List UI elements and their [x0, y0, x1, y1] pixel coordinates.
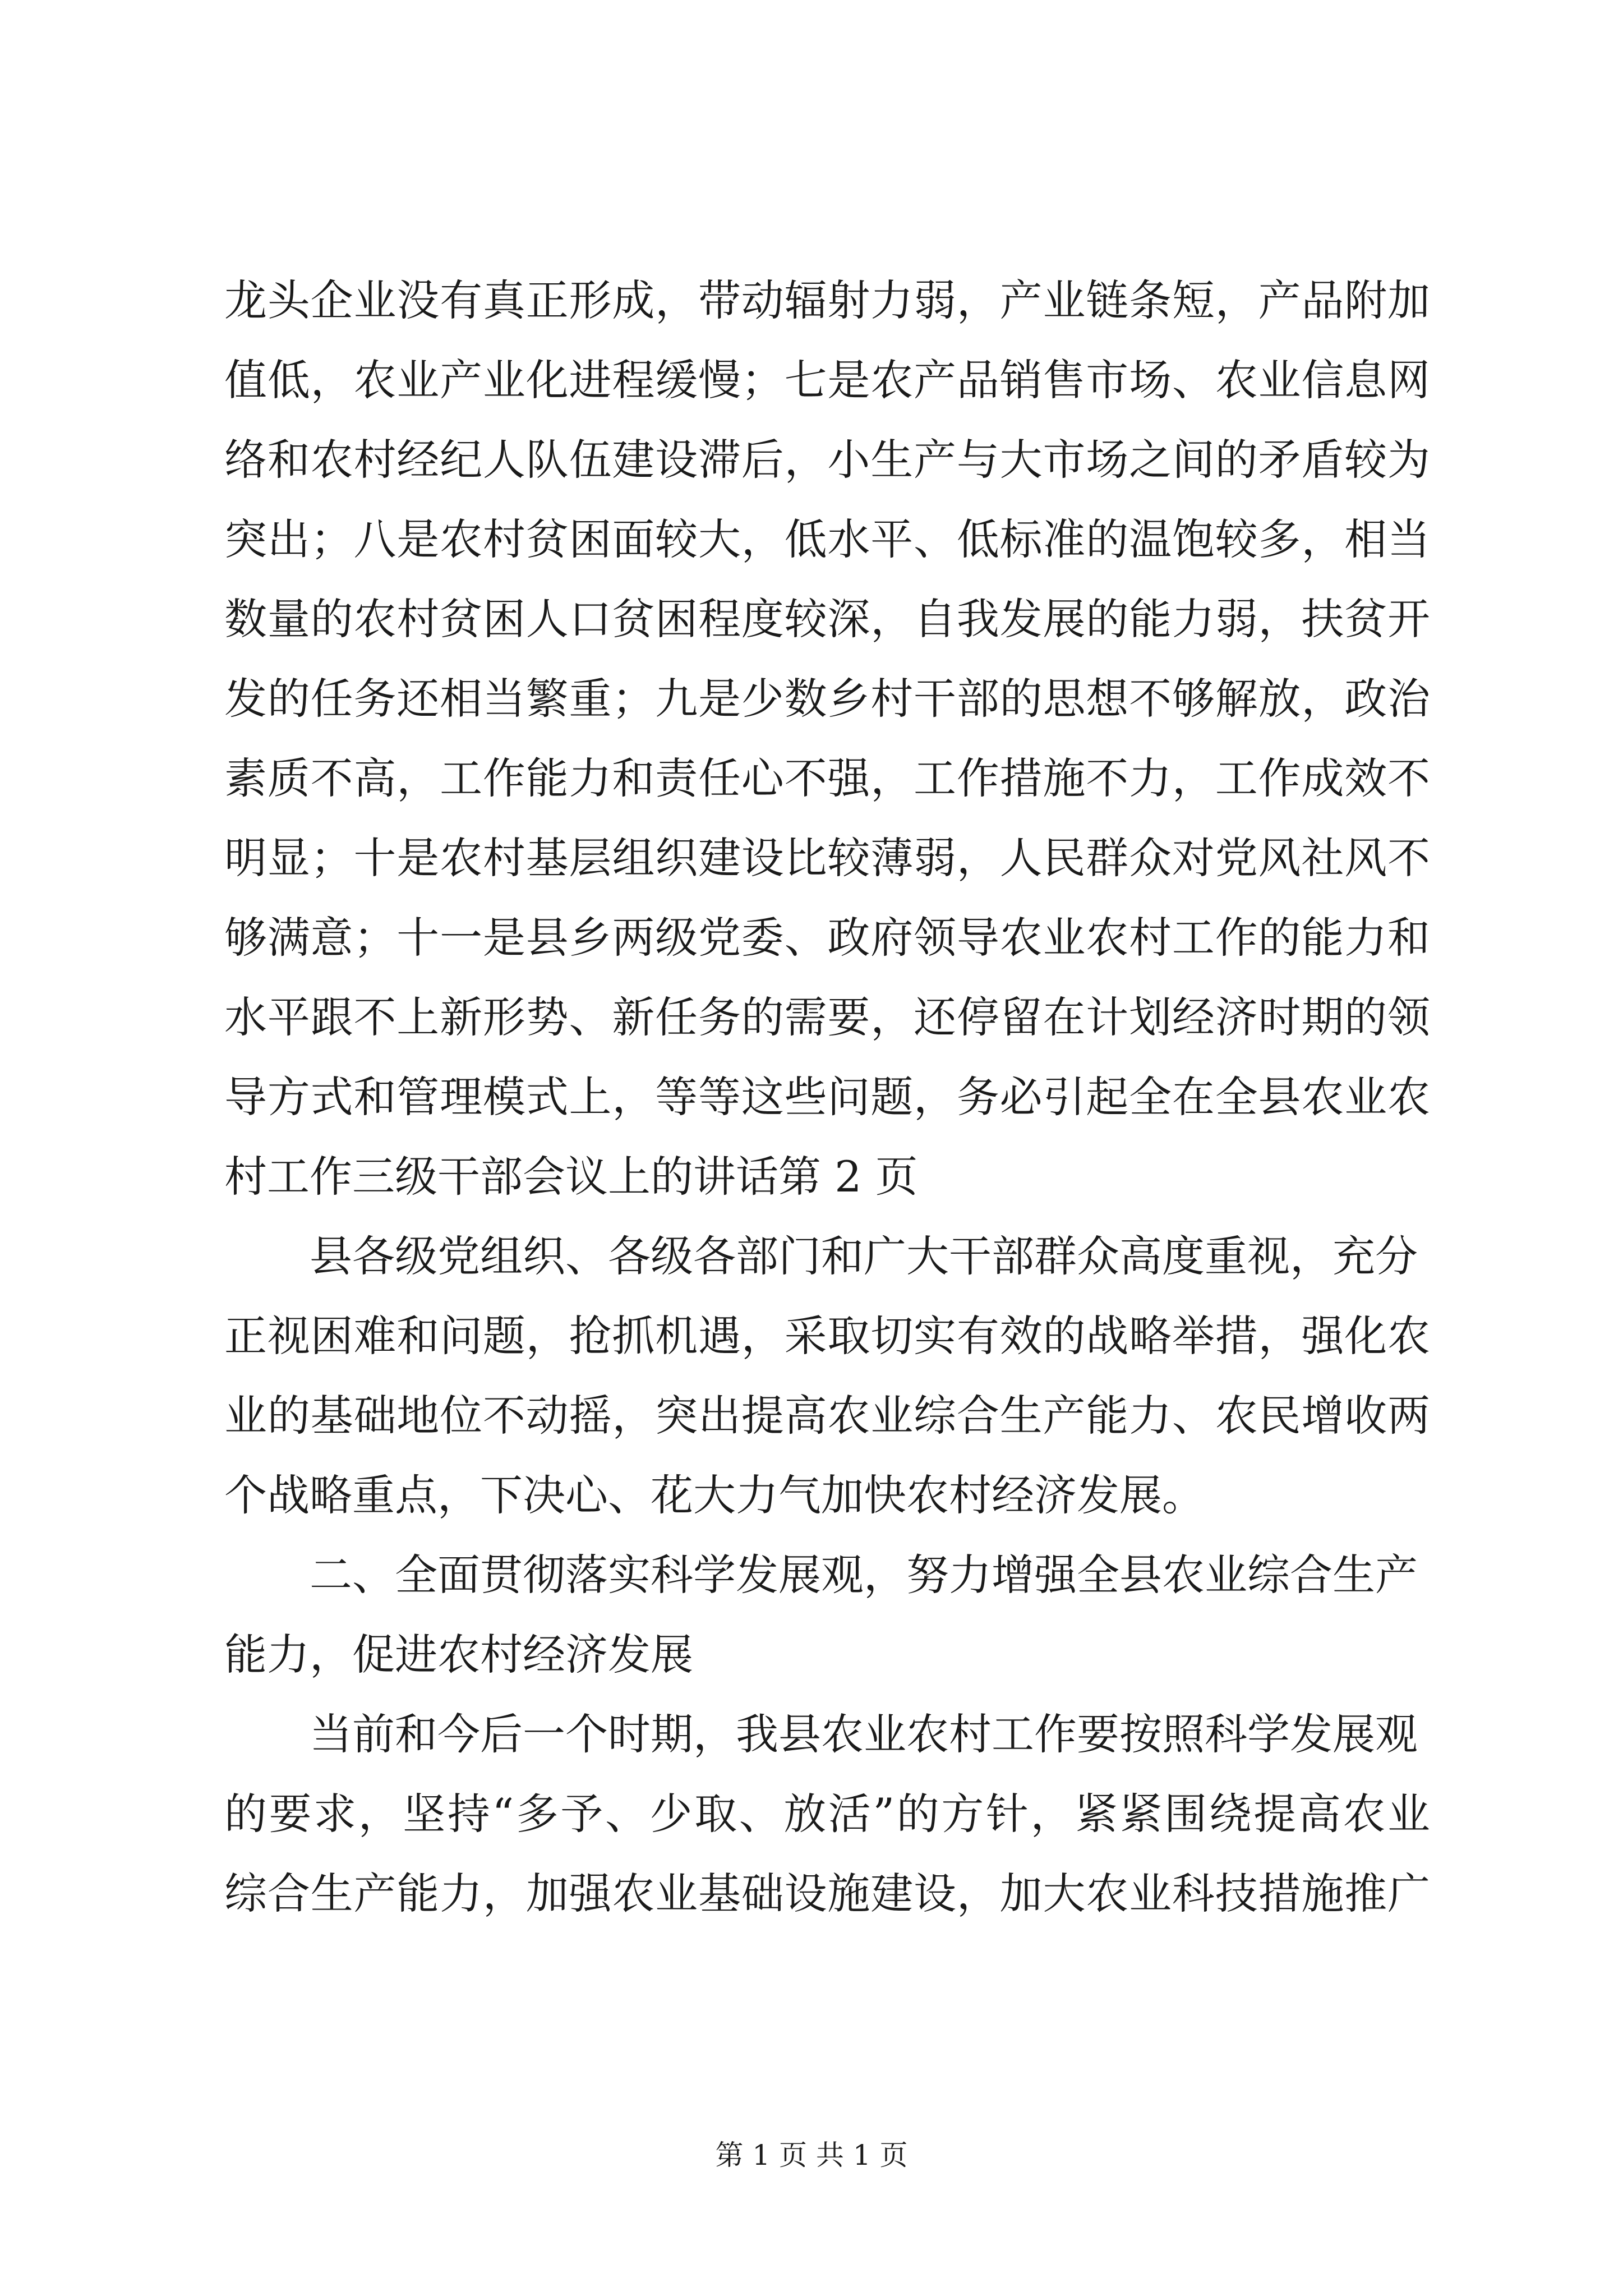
text-line: 水平跟不上新形势、新任务的需要，还停留在计划经济时期的领: [224, 992, 1430, 1042]
text-line: 络和农村经纪人队伍建设滞后，小生产与大市场之间的矛盾较为: [224, 435, 1430, 485]
page-number-label: 第 1 页 共 1 页: [715, 2139, 908, 2171]
page-footer: [0, 2138, 1623, 2172]
text-line: 个战略重点，下决心、花大力气加快农村经济发展。: [224, 1470, 1205, 1520]
body-text: [224, 261, 1430, 1934]
text-line: 发的任务还相当繁重；九是少数乡村干部的思想不够解放，政治: [224, 674, 1430, 724]
text-line: 业的基础地位不动摇，突出提高农业综合生产能力、农民增收两: [224, 1391, 1430, 1441]
text-line: 突出；八是农村贫困面较大，低水平、低标准的温饱较多，相当: [224, 514, 1430, 564]
text-line: 村工作三级干部会议上的讲话第 2 页: [224, 1152, 918, 1202]
text-line: 正视困难和问题，抢抓机遇，采取切实有效的战略举措，强化农: [224, 1311, 1430, 1361]
text-line: 当前和今后一个时期，我县农业农村工作要按照科学发展观: [310, 1709, 1418, 1759]
text-line: 数量的农村贫困人口贫困程度较深，自我发展的能力弱，扶贫开: [224, 594, 1430, 644]
text-line: 综合生产能力，加强农业基础设施建设，加大农业科技措施推广: [224, 1869, 1430, 1918]
text-line: 的要求，坚持“多予、少取、放活”的方针，紧紧围绕提高农业: [224, 1789, 1430, 1839]
text-line: 龙头企业没有真正形成，带动辐射力弱，产业链条短，产品附加: [224, 275, 1430, 325]
text-line: 县各级党组织、各级各部门和广大干部群众高度重视，充分: [310, 1231, 1418, 1281]
text-line: 二、全面贯彻落实科学发展观，努力增强全县农业综合生产: [310, 1550, 1418, 1600]
text-line: 素质不高，工作能力和责任心不强，工作措施不力，工作成效不: [224, 753, 1430, 803]
text-line: 能力，促进农村经济发展: [224, 1630, 693, 1680]
text-line: 值低，农业产业化进程缓慢；七是农产品销售市场、农业信息网: [224, 355, 1430, 405]
text-line: 导方式和管理模式上，等等这些问题，务必引起全在全县农业农: [224, 1072, 1430, 1122]
text-line: 够满意；十一是县乡两级党委、政府领导农业农村工作的能力和: [224, 913, 1430, 963]
text-line: 明显；十是农村基层组织建设比较薄弱，人民群众对党风社风不: [224, 833, 1430, 883]
